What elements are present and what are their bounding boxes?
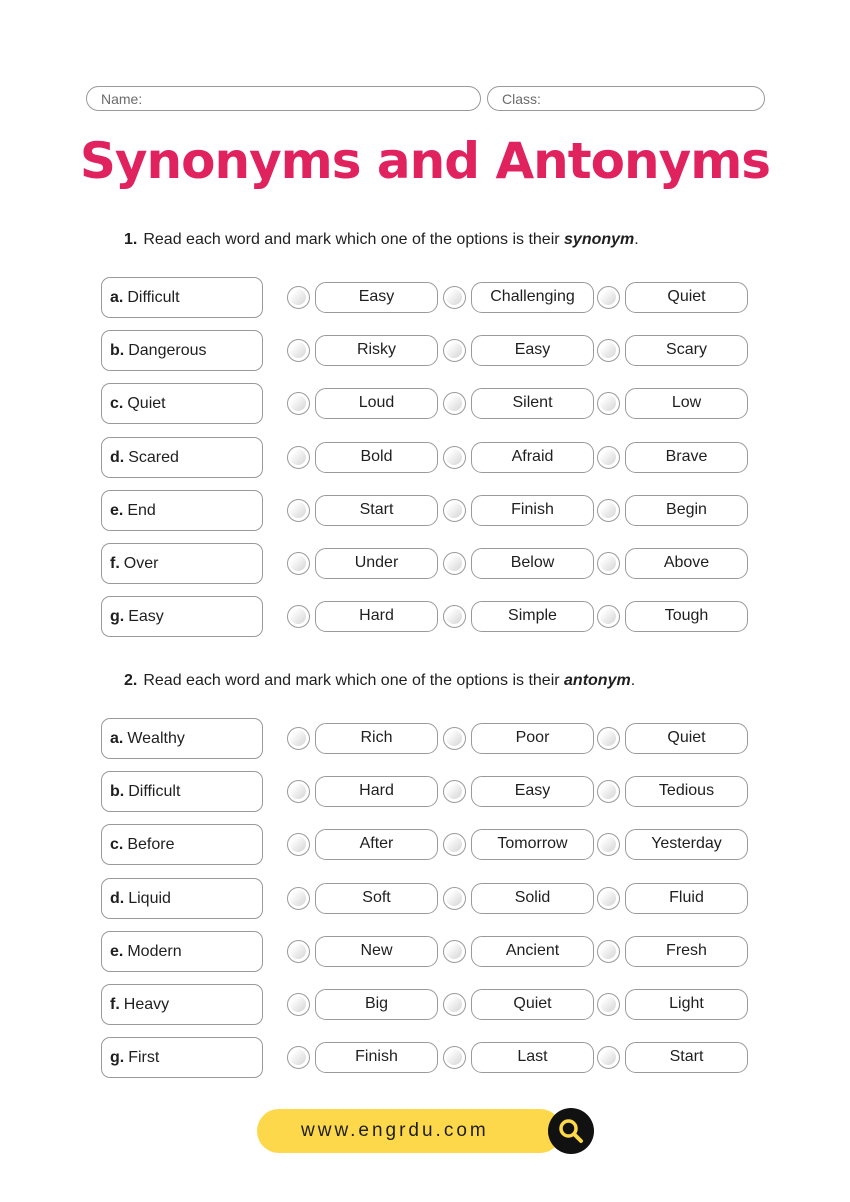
question-row: [0, 596, 850, 649]
instruction-text: Read each word and mark which one of the options is their: [143, 672, 560, 689]
question-word: Difficult: [127, 289, 180, 306]
question-letter: c.: [110, 395, 124, 413]
option-box[interactable]: Easy: [471, 776, 594, 807]
option-radio[interactable]: [287, 940, 310, 963]
option-box[interactable]: Bold: [315, 442, 438, 473]
option-box[interactable]: Quiet: [625, 723, 748, 754]
search-icon: [557, 1117, 585, 1145]
option-radio[interactable]: [443, 552, 466, 575]
option-radio[interactable]: [597, 605, 620, 628]
question-row: [0, 543, 850, 596]
question-letter: e.: [110, 501, 124, 519]
option-radio[interactable]: [287, 446, 310, 469]
antonym-question-list: [0, 718, 850, 1090]
option-radio[interactable]: [443, 887, 466, 910]
option-radio[interactable]: [287, 727, 310, 750]
class-label: Class:: [502, 91, 541, 107]
question-word: Modern: [127, 942, 182, 960]
option-box[interactable]: After: [315, 829, 438, 860]
option-radio[interactable]: [443, 392, 466, 415]
option-box[interactable]: Low: [625, 388, 748, 419]
name-field[interactable]: [86, 86, 481, 111]
question-row: [0, 1037, 850, 1090]
option-box[interactable]: Tough: [625, 601, 748, 632]
section-number: 1.: [124, 231, 138, 248]
question-row: [0, 771, 850, 824]
option-box[interactable]: Easy: [471, 335, 594, 366]
option-radio[interactable]: [443, 780, 466, 803]
option-radio[interactable]: [443, 286, 466, 309]
question-word-box: [101, 718, 263, 759]
option-radio[interactable]: [287, 780, 310, 803]
question-word: Liquid: [128, 889, 171, 907]
instruction-keyword: synonym: [564, 231, 635, 248]
question-row: [0, 330, 850, 383]
option-box[interactable]: New: [315, 936, 438, 967]
website-link[interactable]: [257, 1109, 562, 1153]
option-radio[interactable]: [597, 446, 620, 469]
option-box[interactable]: Above: [625, 548, 748, 579]
option-radio[interactable]: [287, 993, 310, 1016]
option-box[interactable]: Brave: [625, 442, 748, 473]
question-word-box: [101, 437, 263, 478]
option-box[interactable]: Light: [625, 989, 748, 1020]
question-row: [0, 878, 850, 931]
question-word: Quiet: [127, 395, 166, 413]
question-letter: c.: [110, 836, 124, 854]
question-word-box: [101, 931, 263, 972]
option-radio[interactable]: [287, 286, 310, 309]
instruction-keyword: antonym: [564, 672, 631, 689]
question-word-box: [101, 330, 263, 371]
name-label: Name:: [101, 91, 143, 107]
question-letter: f.: [110, 554, 120, 572]
option-radio[interactable]: [443, 940, 466, 963]
option-box[interactable]: Start: [625, 1042, 748, 1073]
instruction-period: .: [634, 231, 639, 248]
option-box[interactable]: Tedious: [625, 776, 748, 807]
option-box[interactable]: Big: [315, 989, 438, 1020]
question-letter: g.: [110, 608, 125, 626]
website-text: www.engrdu.com: [301, 1120, 489, 1141]
instruction-period: .: [630, 672, 636, 689]
option-radio[interactable]: [443, 499, 466, 522]
question-letter: b.: [110, 783, 125, 801]
option-radio[interactable]: [597, 727, 620, 750]
option-box[interactable]: Yesterday: [625, 829, 748, 860]
question-word-box: [101, 383, 263, 424]
option-box[interactable]: Scary: [625, 335, 748, 366]
question-word: Scared: [128, 448, 179, 466]
class-field[interactable]: [487, 86, 765, 111]
option-radio[interactable]: [597, 339, 620, 362]
question-word: Dangerous: [128, 342, 207, 360]
option-box[interactable]: Challenging: [471, 282, 594, 313]
question-word: Before: [127, 836, 175, 854]
option-radio[interactable]: [597, 286, 620, 309]
option-box[interactable]: Soft: [315, 883, 438, 914]
option-box[interactable]: Loud: [315, 388, 438, 419]
question-letter: d.: [110, 889, 125, 907]
question-letter: f.: [110, 995, 120, 1013]
question-word-box: [101, 490, 263, 531]
option-radio[interactable]: [287, 339, 310, 362]
option-box[interactable]: Hard: [315, 601, 438, 632]
question-word-box: [101, 984, 263, 1025]
option-radio[interactable]: [443, 446, 466, 469]
question-word: Difficult: [128, 783, 181, 801]
instruction-synonym: [124, 231, 639, 249]
option-radio[interactable]: [443, 339, 466, 362]
option-radio[interactable]: [287, 833, 310, 856]
option-radio[interactable]: [287, 392, 310, 415]
option-box[interactable]: Last: [471, 1042, 594, 1073]
option-radio[interactable]: [287, 499, 310, 522]
option-box[interactable]: Risky: [315, 335, 438, 366]
option-box[interactable]: Fluid: [625, 883, 748, 914]
option-box[interactable]: Simple: [471, 601, 594, 632]
option-radio[interactable]: [597, 780, 620, 803]
question-word-box: [101, 1037, 263, 1078]
question-letter: a.: [110, 730, 124, 747]
question-row: [0, 383, 850, 436]
question-word: Wealthy: [127, 730, 185, 747]
option-box[interactable]: Under: [315, 548, 438, 579]
option-box[interactable]: Fresh: [625, 936, 748, 967]
synonym-question-list: [0, 277, 850, 649]
question-word: End: [127, 501, 156, 519]
question-letter: b.: [110, 342, 125, 360]
question-letter: e.: [110, 942, 124, 960]
question-word-box: [101, 543, 263, 584]
option-box[interactable]: Ancient: [471, 936, 594, 967]
option-box[interactable]: Below: [471, 548, 594, 579]
option-box[interactable]: Quiet: [625, 282, 748, 313]
option-box[interactable]: Quiet: [471, 989, 594, 1020]
option-radio[interactable]: [597, 833, 620, 856]
option-radio[interactable]: [597, 940, 620, 963]
question-word: Over: [123, 554, 159, 572]
question-word-box: [101, 824, 263, 865]
question-word: Heavy: [123, 995, 170, 1013]
option-radio[interactable]: [597, 392, 620, 415]
option-radio[interactable]: [287, 1046, 310, 1069]
option-box[interactable]: Begin: [625, 495, 748, 526]
question-row: [0, 824, 850, 877]
option-radio[interactable]: [443, 993, 466, 1016]
option-radio[interactable]: [443, 833, 466, 856]
section-number: 2.: [124, 672, 138, 689]
option-radio[interactable]: [597, 499, 620, 522]
question-word-box: [101, 878, 263, 919]
instruction-text: Read each word and mark which one of the options is their: [143, 231, 560, 248]
option-box[interactable]: Easy: [315, 282, 438, 313]
page-title: Synonyms and Antonyms: [79, 132, 771, 190]
option-box[interactable]: Poor: [471, 723, 594, 754]
option-radio[interactable]: [287, 605, 310, 628]
option-box[interactable]: Afraid: [471, 442, 594, 473]
question-word: First: [128, 1049, 160, 1067]
question-word-box: [101, 596, 263, 637]
option-radio[interactable]: [287, 552, 310, 575]
option-box[interactable]: Solid: [471, 883, 594, 914]
question-row: [0, 718, 850, 771]
question-row: [0, 437, 850, 490]
question-row: [0, 984, 850, 1037]
option-radio[interactable]: [443, 605, 466, 628]
option-radio[interactable]: [443, 1046, 466, 1069]
question-row: [0, 490, 850, 543]
option-box[interactable]: Rich: [315, 723, 438, 754]
option-radio[interactable]: [597, 887, 620, 910]
option-box[interactable]: Hard: [315, 776, 438, 807]
option-radio[interactable]: [597, 993, 620, 1016]
question-letter: d.: [110, 448, 125, 466]
option-radio[interactable]: [443, 727, 466, 750]
question-row: [0, 277, 850, 330]
question-word-box: [101, 277, 263, 318]
question-word-box: [101, 771, 263, 812]
question-letter: g.: [110, 1049, 125, 1067]
instruction-antonym: [124, 672, 635, 690]
option-box[interactable]: Silent: [471, 388, 594, 419]
question-letter: a.: [110, 289, 124, 306]
option-radio[interactable]: [287, 887, 310, 910]
option-box[interactable]: Finish: [471, 495, 594, 526]
option-radio[interactable]: [597, 552, 620, 575]
option-box[interactable]: Tomorrow: [471, 829, 594, 860]
search-button[interactable]: [548, 1108, 594, 1154]
question-word: Easy: [128, 608, 164, 626]
option-box[interactable]: Start: [315, 495, 438, 526]
option-radio[interactable]: [597, 1046, 620, 1069]
question-row: [0, 931, 850, 984]
option-box[interactable]: Finish: [315, 1042, 438, 1073]
